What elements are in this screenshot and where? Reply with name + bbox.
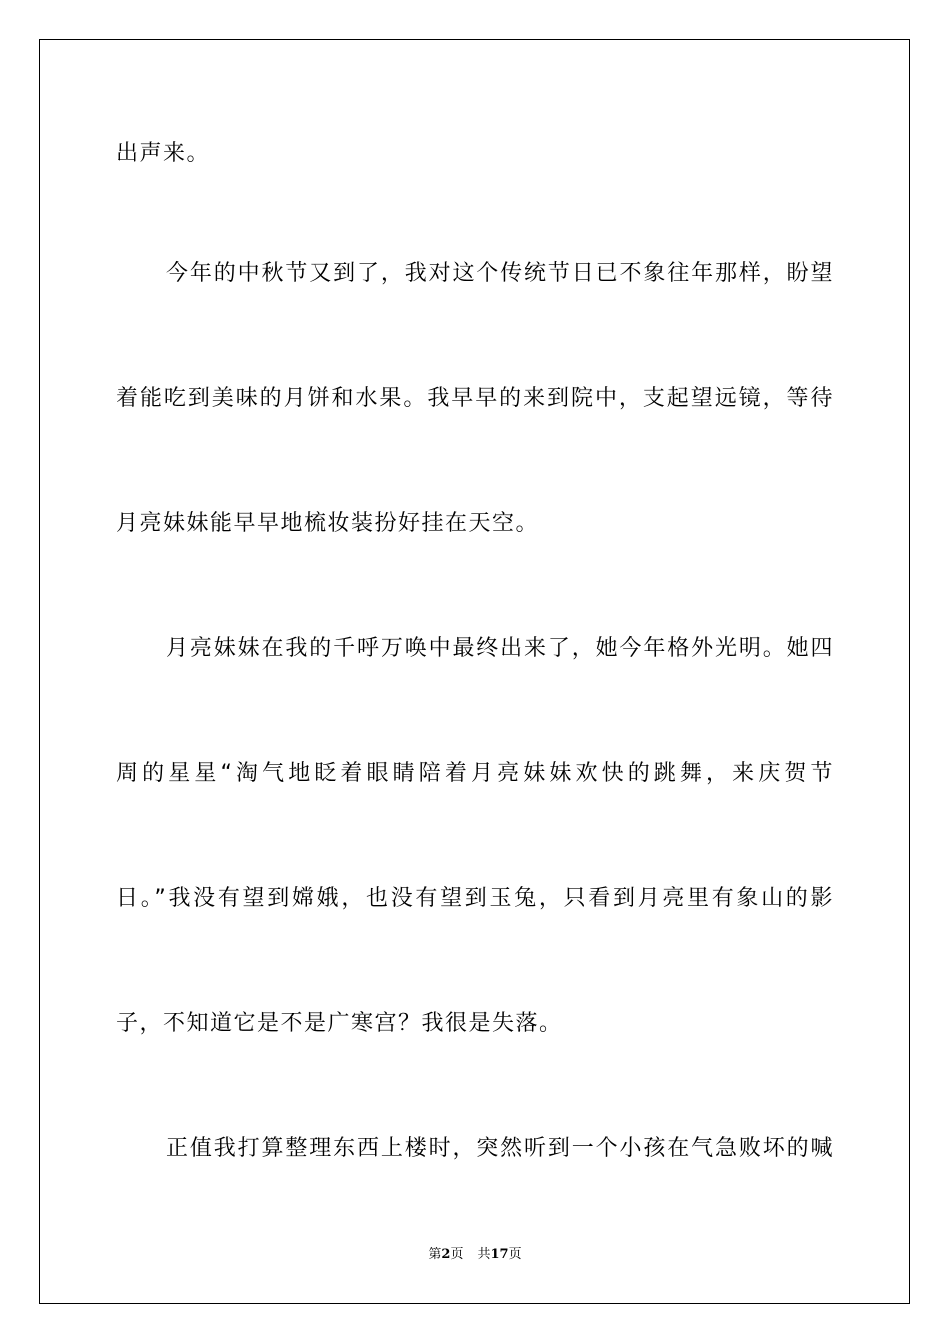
paragraph-line-4: 月亮妹妹能早早地梳妆装扮好挂在天空。 — [116, 511, 540, 536]
paragraph-line-2: 今年的中秋节又到了，我对这个传统节日已不象往年那样，盼望 — [166, 261, 834, 286]
paragraph-line-7: 日。”我没有望到嫦娥，也没有望到玉兔，只看到月亮里有象山的影 — [116, 886, 834, 911]
paragraph-line-6: 周的星星“淘气地眨着眼睛陪着月亮妹妹欢快的跳舞，来庆贺节 — [116, 761, 834, 786]
footer-page-prefix: 第 — [428, 1247, 442, 1262]
page-border — [39, 39, 910, 1304]
paragraph-line-3: 着能吃到美味的月饼和水果。我早早的来到院中，支起望远镜，等待 — [116, 386, 834, 411]
footer-total-number: 17 — [490, 1247, 509, 1262]
footer-total-prefix: 共 — [477, 1247, 491, 1262]
footer-total-suffix: 页 — [508, 1247, 522, 1262]
page-footer — [0, 1246, 950, 1264]
footer-page-number: 2 — [441, 1247, 451, 1262]
paragraph-line-5: 月亮妹妹在我的千呼万唤中最终出来了，她今年格外光明。她四 — [166, 636, 834, 661]
paragraph-line-8: 子，不知道它是不是广寒宫？我很是失落。 — [116, 1011, 563, 1036]
paragraph-line-9: 正值我打算整理东西上楼时，突然听到一个小孩在气急败坏的喊 — [166, 1136, 834, 1161]
footer-page-suffix: 页 — [450, 1247, 464, 1262]
paragraph-line-1: 出声来。 — [116, 141, 211, 166]
